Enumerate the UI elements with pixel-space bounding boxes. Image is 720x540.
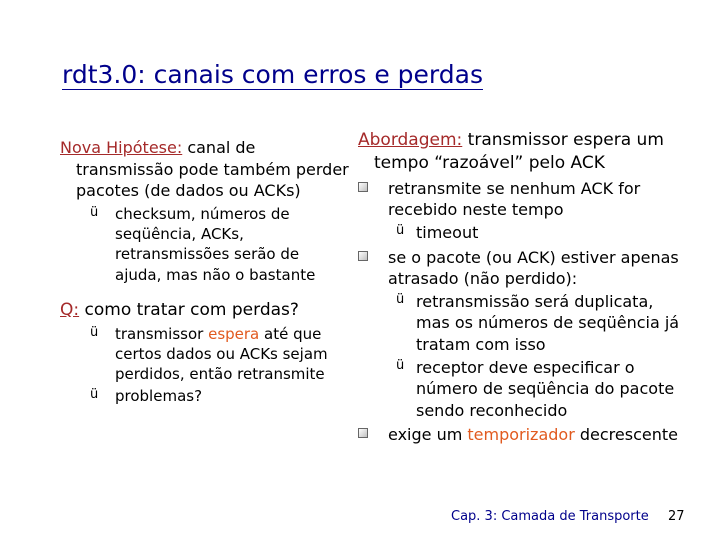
approach-item-3-highlight: temporizador <box>467 425 575 445</box>
approach-item-1-sub <box>358 222 688 244</box>
answer-bullet-2 <box>60 386 350 406</box>
slide-title: rdt3.0: canais com erros e perdas <box>62 60 483 89</box>
check-icon: ü <box>90 324 99 340</box>
answer-bullet-1-pre: transmissor <box>115 324 209 343</box>
approach-item-3 <box>358 424 688 446</box>
question-heading <box>60 299 350 322</box>
hypothesis-label: Nova Hipótese: <box>60 138 183 157</box>
approach-text: transmissor espera um tempo “razoável” pelo ACK <box>374 130 664 173</box>
approach-item-2-sub-1 <box>358 291 688 356</box>
square-bullet-icon <box>358 182 368 192</box>
square-bullet-icon <box>358 428 368 438</box>
approach-item-2-sub-2-text: receptor deve especificar o número de seqüência do pacote sendo reconhecido <box>416 357 675 420</box>
approach-paragraph <box>358 129 688 175</box>
check-icon: ü <box>396 357 405 373</box>
footer-chapter: Cap. 3: Camada de Transporte <box>451 509 649 524</box>
approach-item-2 <box>358 247 688 290</box>
check-icon: ü <box>396 291 405 307</box>
hypothesis-bullet <box>60 204 350 285</box>
right-column <box>358 129 688 446</box>
approach-item-3-pre: exige um <box>388 425 468 445</box>
question-label: Q: <box>60 299 80 320</box>
answer-bullet-1 <box>60 324 350 385</box>
question-text: como tratar com perdas? <box>79 299 299 320</box>
check-icon: ü <box>396 223 405 239</box>
left-column <box>60 137 350 407</box>
hypothesis-paragraph <box>60 137 350 202</box>
approach-item-1-sub-text: timeout <box>416 223 479 243</box>
answer-bullet-2-text: problemas? <box>115 387 203 406</box>
answer-bullet-1-highlight: espera <box>208 324 260 343</box>
hypothesis-bullet-text: checksum, números de seqüência, ACKs, retransmissões serão de ajuda, mas não o bastante <box>115 204 316 284</box>
approach-item-2-sub-1-text: retransmissão será duplicata, mas os números de seqüência já tratam com isso <box>416 291 680 355</box>
approach-label: Abordagem: <box>358 130 463 150</box>
approach-item-2-sub-2 <box>358 357 688 422</box>
approach-item-1-text: retransmite se nenhum ACK for recebido neste tempo <box>388 178 641 220</box>
check-icon: ü <box>90 204 99 220</box>
approach-item-3-post: decrescente <box>574 425 678 445</box>
hypothesis-text: canal de transmissão pode também perder pacotes (de dados ou ACKs) <box>76 138 349 201</box>
answer-bullet-1-post: até que certos dados ou ACKs sejam perdidos, então retransmite <box>115 324 328 384</box>
approach-item-2-text: se o pacote (ou ACK) estiver apenas atrasado (não perdido): <box>388 247 679 289</box>
square-bullet-icon <box>358 251 368 261</box>
approach-item-1 <box>358 178 688 221</box>
page-number: 27 <box>668 509 685 524</box>
check-icon: ü <box>90 387 99 403</box>
